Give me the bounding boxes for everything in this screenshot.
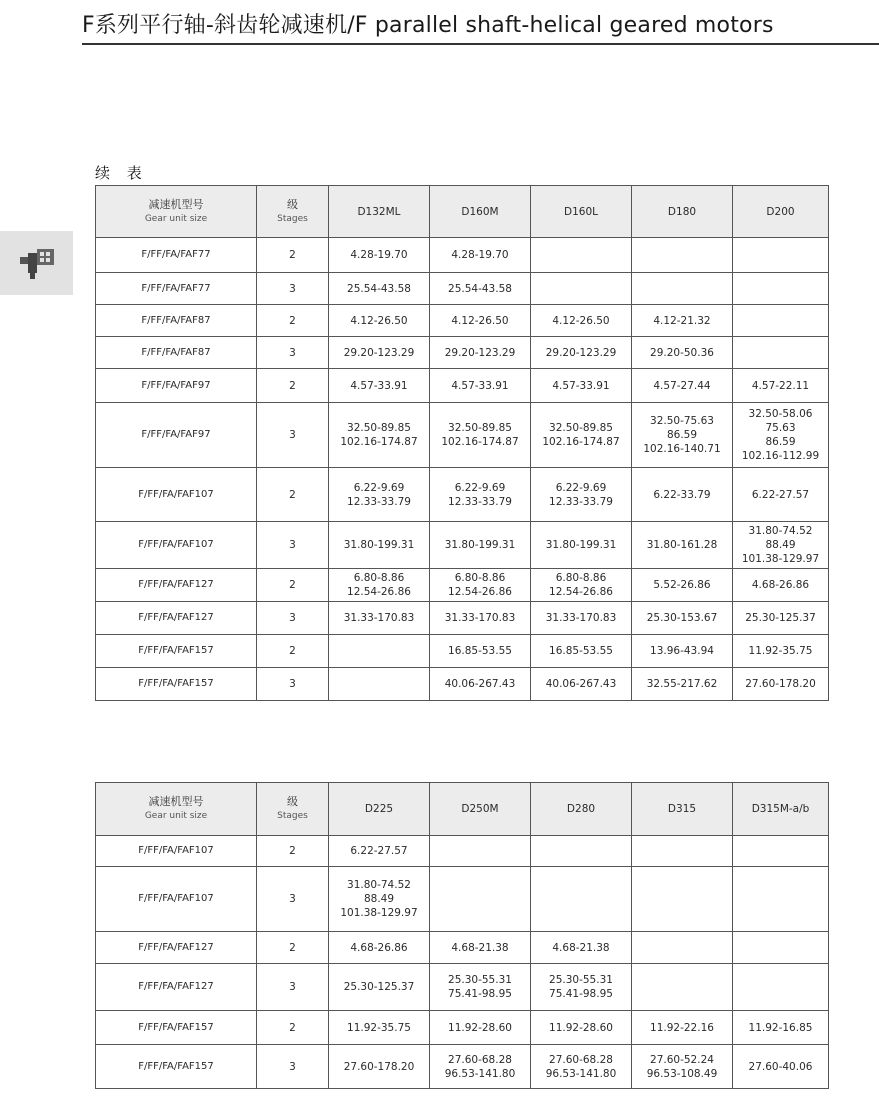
ratio-range: 102.16-174.87 bbox=[340, 436, 418, 448]
ratio-range: 4.68-26.86 bbox=[751, 579, 810, 591]
table-row bbox=[96, 867, 829, 932]
table-row bbox=[96, 668, 829, 701]
ratio-range: 102.16-174.87 bbox=[441, 436, 519, 448]
ratio-range: 5.52-26.86 bbox=[653, 579, 711, 591]
header-row bbox=[96, 783, 829, 836]
model-cell: F/FF/FA/FAF107 bbox=[96, 468, 257, 522]
ratio-cell bbox=[329, 337, 430, 369]
ratio-cell bbox=[329, 668, 430, 701]
ratio-cell bbox=[430, 468, 531, 522]
ratio-range: 6.80-8.86 bbox=[454, 572, 506, 584]
ratio-cell bbox=[632, 932, 733, 964]
ratio-range: 101.38-129.97 bbox=[340, 907, 418, 919]
ratio-cell bbox=[430, 602, 531, 635]
model-cell: F/FF/FA/FAF127 bbox=[96, 569, 257, 602]
ratio-cell bbox=[430, 1045, 531, 1089]
ratio-range: 12.54-26.86 bbox=[347, 586, 411, 598]
table-row bbox=[96, 602, 829, 635]
ratio-cell bbox=[531, 1011, 632, 1045]
ratio-cell bbox=[329, 403, 430, 468]
ratio-cell bbox=[531, 238, 632, 273]
ratio-cell bbox=[329, 932, 430, 964]
ratio-cell bbox=[733, 305, 829, 337]
ratio-range: 16.85-53.55 bbox=[448, 645, 512, 657]
page-header bbox=[0, 0, 879, 46]
ratio-cell bbox=[733, 369, 829, 403]
stages-cell: 2 bbox=[257, 635, 329, 668]
ratio-range: 86.59 bbox=[666, 429, 698, 441]
stages-cell: 3 bbox=[257, 273, 329, 305]
header-stages bbox=[257, 783, 329, 836]
ratio-cell bbox=[632, 522, 733, 569]
ratio-range: 25.30-125.37 bbox=[745, 612, 816, 624]
ratio-cell bbox=[430, 1011, 531, 1045]
model-cell: F/FF/FA/FAF97 bbox=[96, 369, 257, 403]
ratio-cell bbox=[430, 635, 531, 668]
stages-cell: 2 bbox=[257, 569, 329, 602]
header-motor-col: D200 bbox=[733, 186, 829, 238]
ratio-range: 4.57-22.11 bbox=[751, 379, 810, 392]
ratio-range: 29.20-50.36 bbox=[650, 346, 714, 359]
ratio-range: 27.60-178.20 bbox=[745, 678, 816, 690]
ratio-range: 32.50-89.85 bbox=[549, 422, 613, 434]
table-row bbox=[96, 1045, 829, 1089]
stages-cell: 3 bbox=[257, 403, 329, 468]
ratio-range: 4.28-19.70 bbox=[451, 249, 509, 261]
ratio-cell bbox=[531, 569, 632, 602]
table-row bbox=[96, 403, 829, 468]
ratio-cell bbox=[632, 1045, 733, 1089]
ratio-cell bbox=[329, 468, 430, 522]
ratio-cell bbox=[733, 668, 829, 701]
ratio-range: 29.20-123.29 bbox=[545, 346, 617, 359]
ratio-range: 102.16-140.71 bbox=[643, 443, 721, 455]
ratio-cell bbox=[430, 932, 531, 964]
ratio-cell bbox=[733, 964, 829, 1011]
ratio-cell bbox=[329, 1011, 430, 1045]
ratio-range: 27.60-68.28 bbox=[549, 1053, 613, 1066]
table-row bbox=[96, 635, 829, 668]
ratio-range: 32.50-89.85 bbox=[448, 422, 512, 434]
ratio-range: 11.92-35.75 bbox=[748, 645, 813, 657]
ratio-cell bbox=[632, 668, 733, 701]
ratio-cell bbox=[329, 238, 430, 273]
ratio-cell bbox=[733, 836, 829, 867]
header-motor-col: D225 bbox=[329, 783, 430, 836]
ratio-range: 31.80-74.52 bbox=[347, 879, 411, 891]
model-cell: F/FF/FA/FAF87 bbox=[96, 337, 257, 369]
ratio-range: 32.50-75.63 bbox=[650, 415, 714, 427]
ratio-range: 31.33-170.83 bbox=[545, 612, 617, 624]
stages-cell: 3 bbox=[257, 602, 329, 635]
ratio-cell bbox=[632, 602, 733, 635]
ratio-range: 11.92-28.60 bbox=[448, 1021, 512, 1034]
ratio-range: 88.49 bbox=[363, 893, 395, 905]
ratio-cell bbox=[632, 337, 733, 369]
header-motor-col: D160L bbox=[531, 186, 632, 238]
ratio-cell bbox=[632, 836, 733, 867]
ratio-cell bbox=[632, 867, 733, 932]
ratio-range: 102.16-112.99 bbox=[741, 450, 820, 462]
header-motor-col: D250M bbox=[430, 783, 531, 836]
ratio-range: 6.22-33.79 bbox=[653, 488, 711, 501]
ratio-range: 6.22-27.57 bbox=[350, 845, 408, 857]
stages-cell: 3 bbox=[257, 337, 329, 369]
ratio-cell bbox=[733, 522, 829, 569]
ratio-range: 75.41-98.95 bbox=[448, 988, 512, 1000]
ratio-cell bbox=[632, 635, 733, 668]
model-cell: F/FF/FA/FAF127 bbox=[96, 932, 257, 964]
ratio-range: 29.20-123.29 bbox=[444, 346, 516, 359]
ratio-cell bbox=[733, 602, 829, 635]
ratio-cell bbox=[531, 403, 632, 468]
ratio-cell bbox=[329, 964, 430, 1011]
ratio-cell bbox=[531, 337, 632, 369]
ratio-range: 96.53-141.80 bbox=[444, 1067, 516, 1080]
ratio-range: 32.50-89.85 bbox=[347, 422, 411, 434]
model-cell: F/FF/FA/FAF127 bbox=[96, 602, 257, 635]
model-cell: F/FF/FA/FAF107 bbox=[96, 867, 257, 932]
header-stages bbox=[257, 186, 329, 238]
stages-cell: 2 bbox=[257, 468, 329, 522]
ratio-cell bbox=[531, 635, 632, 668]
ratio-cell bbox=[329, 836, 430, 867]
ratio-range: 25.54-43.58 bbox=[448, 282, 512, 295]
stages-cell: 2 bbox=[257, 932, 329, 964]
header-rule bbox=[82, 43, 879, 45]
ratio-cell bbox=[632, 1011, 733, 1045]
ratio-range: 31.33-170.83 bbox=[343, 612, 415, 624]
ratio-range: 4.12-26.50 bbox=[451, 314, 509, 327]
stages-cell: 2 bbox=[257, 305, 329, 337]
table-row bbox=[96, 964, 829, 1011]
header-model-cn: 减速机型号 bbox=[148, 795, 204, 808]
stages-cell: 2 bbox=[257, 1011, 329, 1045]
ratio-range: 6.22-9.69 bbox=[353, 481, 405, 494]
ratio-range: 101.38-129.97 bbox=[741, 553, 820, 565]
ratio-range: 4.68-21.38 bbox=[451, 941, 509, 954]
header-gear-unit-size bbox=[96, 783, 257, 836]
stages-cell: 3 bbox=[257, 522, 329, 569]
ratio-cell bbox=[632, 468, 733, 522]
ratio-range: 27.60-52.24 bbox=[650, 1053, 714, 1066]
ratio-cell bbox=[531, 964, 632, 1011]
ratio-cell bbox=[733, 569, 829, 602]
ratio-cell bbox=[531, 305, 632, 337]
ratio-cell bbox=[531, 932, 632, 964]
ratio-range: 40.06-267.43 bbox=[545, 678, 617, 690]
ratio-range: 16.85-53.55 bbox=[549, 645, 613, 657]
ratio-range: 6.80-8.86 bbox=[555, 572, 607, 584]
ratio-cell bbox=[430, 836, 531, 867]
header-motor-col: D315 bbox=[632, 783, 733, 836]
ratio-range: 25.30-55.31 bbox=[448, 974, 512, 986]
ratio-range: 11.92-16.85 bbox=[748, 1021, 813, 1034]
ratio-cell bbox=[733, 468, 829, 522]
header-stages-en: Stages bbox=[277, 811, 308, 821]
model-cell: F/FF/FA/FAF107 bbox=[96, 836, 257, 867]
ratio-range: 4.57-27.44 bbox=[653, 379, 711, 392]
table-row bbox=[96, 932, 829, 964]
ratio-cell bbox=[531, 602, 632, 635]
ratio-cell bbox=[430, 337, 531, 369]
ratio-cell bbox=[329, 522, 430, 569]
ratio-range: 96.53-141.80 bbox=[545, 1067, 617, 1080]
ratio-range: 27.60-68.28 bbox=[448, 1053, 512, 1066]
side-tab bbox=[0, 231, 73, 295]
table-row bbox=[96, 1011, 829, 1045]
model-cell: F/FF/FA/FAF77 bbox=[96, 273, 257, 305]
ratio-cell bbox=[329, 635, 430, 668]
ratio-range: 4.12-26.50 bbox=[350, 314, 408, 327]
ratio-cell bbox=[632, 403, 733, 468]
header-motor-col: D132ML bbox=[329, 186, 430, 238]
ratio-cell bbox=[430, 867, 531, 932]
header-stages-en: Stages bbox=[277, 213, 308, 224]
ratio-cell bbox=[632, 238, 733, 273]
model-cell: F/FF/FA/FAF87 bbox=[96, 305, 257, 337]
table-row bbox=[96, 468, 829, 522]
ratio-range: 40.06-267.43 bbox=[444, 678, 516, 690]
ratio-range: 96.53-108.49 bbox=[646, 1067, 718, 1080]
ratio-cell bbox=[632, 569, 733, 602]
spec-table-2 bbox=[95, 782, 829, 1089]
spec-table-1 bbox=[95, 185, 829, 701]
ratio-range: 31.80-74.52 bbox=[748, 525, 813, 537]
ratio-range: 4.68-26.86 bbox=[350, 941, 408, 954]
ratio-range: 29.20-123.29 bbox=[343, 346, 415, 359]
ratio-cell bbox=[632, 305, 733, 337]
model-cell: F/FF/FA/FAF157 bbox=[96, 1045, 257, 1089]
ratio-range: 6.22-9.69 bbox=[454, 481, 506, 494]
stages-cell: 3 bbox=[257, 668, 329, 701]
ratio-cell bbox=[329, 602, 430, 635]
ratio-range: 4.12-26.50 bbox=[552, 314, 610, 327]
ratio-range: 25.30-125.37 bbox=[343, 981, 415, 993]
ratio-range: 75.41-98.95 bbox=[549, 988, 613, 1000]
header-stages-cn: 级 bbox=[287, 197, 298, 211]
ratio-cell bbox=[632, 273, 733, 305]
model-cell: F/FF/FA/FAF77 bbox=[96, 238, 257, 273]
ratio-cell bbox=[329, 1045, 430, 1089]
ratio-cell bbox=[733, 932, 829, 964]
stages-cell: 3 bbox=[257, 964, 329, 1011]
table-row bbox=[96, 337, 829, 369]
table-row bbox=[96, 369, 829, 403]
ratio-range: 25.30-153.67 bbox=[646, 612, 718, 624]
ratio-range: 31.33-170.83 bbox=[444, 612, 516, 624]
ratio-cell bbox=[430, 369, 531, 403]
page-title: F系列平行轴-斜齿轮减速机/F parallel shaft-helical geared motors bbox=[82, 13, 774, 38]
header-motor-col: D280 bbox=[531, 783, 632, 836]
header-motor-col: D315M-a/b bbox=[733, 783, 829, 836]
ratio-cell bbox=[430, 964, 531, 1011]
ratio-range: 12.54-26.86 bbox=[448, 586, 512, 598]
ratio-range: 31.80-161.28 bbox=[646, 539, 718, 551]
ratio-range: 6.22-27.57 bbox=[751, 488, 810, 501]
ratio-range: 12.54-26.86 bbox=[549, 586, 613, 598]
header-gear-unit-size bbox=[96, 186, 257, 238]
header-model-en: Gear unit size bbox=[144, 213, 208, 224]
ratio-range: 6.22-9.69 bbox=[555, 481, 607, 494]
model-cell: F/FF/FA/FAF97 bbox=[96, 403, 257, 468]
ratio-cell bbox=[430, 403, 531, 468]
ratio-range: 11.92-35.75 bbox=[347, 1021, 411, 1034]
model-cell: F/FF/FA/FAF157 bbox=[96, 1011, 257, 1045]
ratio-range: 4.28-19.70 bbox=[350, 249, 408, 261]
ratio-cell bbox=[632, 369, 733, 403]
ratio-cell bbox=[733, 867, 829, 932]
ratio-range: 25.30-55.31 bbox=[549, 974, 613, 986]
ratio-cell bbox=[531, 1045, 632, 1089]
ratio-range: 88.49 bbox=[765, 539, 796, 551]
ratio-range: 27.60-178.20 bbox=[343, 1060, 415, 1073]
ratio-cell bbox=[430, 305, 531, 337]
ratio-range: 12.33-33.79 bbox=[347, 495, 411, 508]
ratio-range: 4.57-33.91 bbox=[552, 379, 610, 392]
ratio-cell bbox=[531, 369, 632, 403]
ratio-range: 31.80-199.31 bbox=[444, 539, 516, 551]
model-cell: F/FF/FA/FAF107 bbox=[96, 522, 257, 569]
ratio-range: 75.63 bbox=[765, 422, 796, 434]
ratio-cell bbox=[733, 337, 829, 369]
ratio-range: 31.80-199.31 bbox=[545, 539, 617, 551]
ratio-cell bbox=[329, 273, 430, 305]
header-row bbox=[96, 186, 829, 238]
ratio-range: 4.12-21.32 bbox=[653, 314, 711, 327]
table-row bbox=[96, 273, 829, 305]
model-cell: F/FF/FA/FAF127 bbox=[96, 964, 257, 1011]
ratio-cell bbox=[733, 403, 829, 468]
ratio-cell bbox=[430, 273, 531, 305]
ratio-cell bbox=[329, 867, 430, 932]
ratio-range: 12.33-33.79 bbox=[448, 495, 512, 508]
continued-label: 续 表 bbox=[95, 164, 148, 182]
ratio-range: 11.92-22.16 bbox=[650, 1021, 714, 1034]
ratio-range: 12.33-33.79 bbox=[549, 495, 613, 508]
header-motor-col: D180 bbox=[632, 186, 733, 238]
ratio-cell bbox=[430, 522, 531, 569]
ratio-cell bbox=[329, 369, 430, 403]
ratio-range: 11.92-28.60 bbox=[549, 1021, 613, 1034]
ratio-cell bbox=[632, 964, 733, 1011]
ratio-range: 32.50-58.06 bbox=[748, 408, 813, 420]
header-stages-cn: 级 bbox=[287, 795, 298, 808]
table-row bbox=[96, 836, 829, 867]
header-model-en: Gear unit size bbox=[144, 811, 208, 821]
ratio-range: 4.68-21.38 bbox=[552, 941, 610, 954]
ratio-range: 102.16-174.87 bbox=[542, 436, 620, 448]
ratio-cell bbox=[531, 522, 632, 569]
ratio-range: 13.96-43.94 bbox=[650, 645, 714, 657]
ratio-range: 4.57-33.91 bbox=[451, 379, 509, 392]
ratio-cell bbox=[430, 668, 531, 701]
ratio-cell bbox=[733, 238, 829, 273]
ratio-cell bbox=[430, 569, 531, 602]
ratio-cell bbox=[733, 273, 829, 305]
ratio-range: 32.55-217.62 bbox=[646, 678, 718, 690]
ratio-cell bbox=[430, 238, 531, 273]
ratio-cell bbox=[531, 273, 632, 305]
table-row bbox=[96, 305, 829, 337]
gear-motor-icon bbox=[18, 243, 58, 281]
ratio-cell bbox=[531, 836, 632, 867]
stages-cell: 3 bbox=[257, 1045, 329, 1089]
model-cell: F/FF/FA/FAF157 bbox=[96, 635, 257, 668]
ratio-cell bbox=[329, 569, 430, 602]
ratio-cell bbox=[733, 1045, 829, 1089]
model-cell: F/FF/FA/FAF157 bbox=[96, 668, 257, 701]
header-motor-col: D160M bbox=[430, 186, 531, 238]
ratio-range: 6.80-8.86 bbox=[353, 572, 405, 584]
ratio-range: 27.60-40.06 bbox=[748, 1060, 813, 1073]
ratio-cell bbox=[531, 867, 632, 932]
stages-cell: 2 bbox=[257, 238, 329, 273]
ratio-cell bbox=[733, 635, 829, 668]
ratio-range: 86.59 bbox=[765, 436, 796, 448]
ratio-cell bbox=[329, 305, 430, 337]
header-model-cn: 减速机型号 bbox=[148, 197, 204, 211]
ratio-cell bbox=[531, 668, 632, 701]
ratio-cell bbox=[531, 468, 632, 522]
ratio-range: 4.57-33.91 bbox=[350, 379, 408, 392]
stages-cell: 3 bbox=[257, 867, 329, 932]
ratio-range: 25.54-43.58 bbox=[347, 282, 411, 295]
table-row bbox=[96, 522, 829, 569]
table-row bbox=[96, 238, 829, 273]
stages-cell: 2 bbox=[257, 836, 329, 867]
stages-cell: 2 bbox=[257, 369, 329, 403]
table-row bbox=[96, 569, 829, 602]
ratio-range: 31.80-199.31 bbox=[343, 539, 415, 551]
ratio-cell bbox=[733, 1011, 829, 1045]
